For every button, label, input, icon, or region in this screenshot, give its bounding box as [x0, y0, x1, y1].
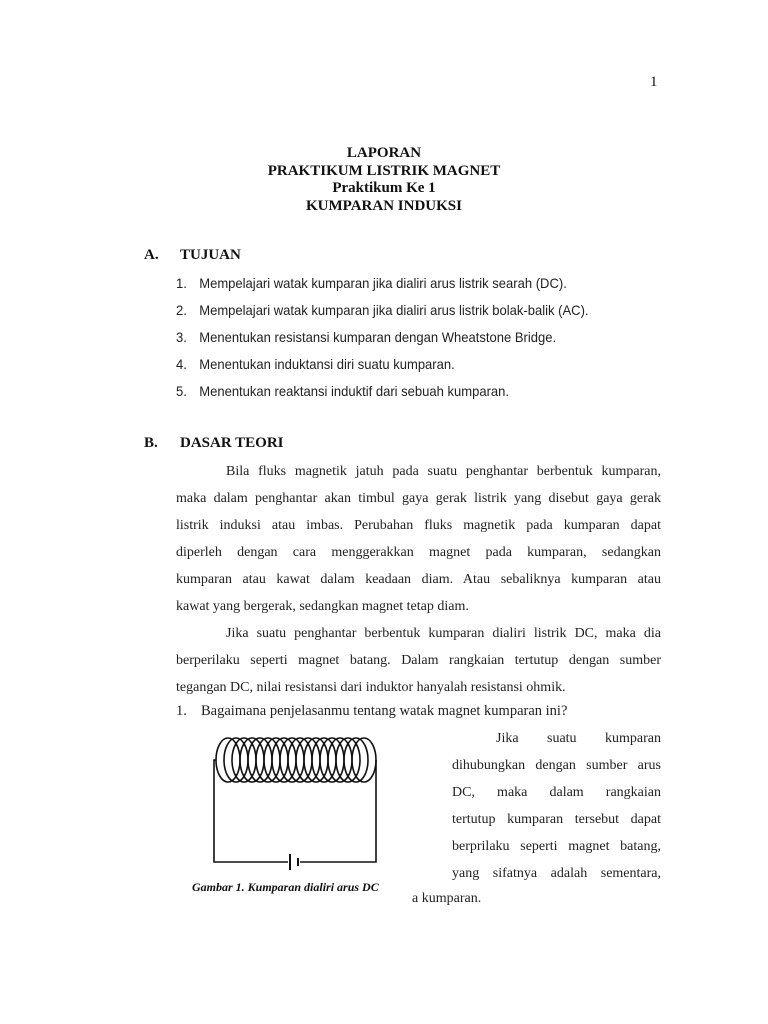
paragraph-line: tegangan DC, nilai resistansi dari induktor hanyalah resistansi ohmik. — [176, 680, 566, 695]
wrapped-line: yang sifatnya adalah sementara, — [452, 866, 661, 881]
wrapped-tail-line: a kumparan. — [412, 891, 482, 906]
wrapped-line: berprilaku seperti magnet batang, — [452, 839, 661, 854]
page-number: 1 — [650, 74, 658, 90]
section-a-title: TUJUAN — [180, 247, 241, 263]
wrapped-line: dihubungkan dengan sumber arus — [452, 758, 661, 773]
title-line-2: PRAKTIKUM LISTRIK MAGNET — [267, 162, 501, 179]
objective-text: Mempelajari watak kumparan jika dialiri arus listrik searah (DC). — [199, 275, 567, 291]
objective-item — [176, 302, 589, 318]
question-item — [176, 703, 567, 720]
section-a-letter: A. — [144, 247, 159, 263]
objective-item — [176, 383, 509, 399]
objective-number: 5. — [176, 383, 187, 399]
paragraph-line: Bila fluks magnetik jatuh pada suatu penghantar berbentuk kumparan, — [226, 464, 661, 479]
question-text: Bagaimana penjelasanmu tentang watak magnet kumparan ini? — [201, 703, 568, 719]
wrapped-text — [452, 725, 661, 887]
objective-text: Menentukan induktansi diri suatu kumparan. — [199, 356, 455, 372]
objective-number: 2. — [176, 302, 187, 318]
wrapped-line: Jika suatu kumparan — [496, 731, 661, 746]
objective-text: Menentukan reaktansi induktif dari sebuah kumparan. — [199, 383, 510, 399]
objective-number: 1. — [176, 275, 187, 291]
objective-item — [176, 275, 567, 291]
paragraph-line: maka dalam penghantar akan timbul gaya gerak listrik yang disebut gaya gerak — [176, 491, 661, 506]
section-a-heading — [144, 247, 241, 264]
section-b-letter: B. — [144, 435, 158, 451]
question-number: 1. — [176, 703, 187, 719]
report-title — [0, 145, 768, 215]
theory-paragraph-2 — [176, 620, 661, 701]
paragraph-line: diperleh dengan cara menggerakkan magnet pada kumparan, sedangkan — [176, 545, 661, 560]
wrapped-line: DC, maka dalam rangkaian — [452, 785, 661, 800]
objective-number: 4. — [176, 356, 187, 372]
paragraph-line: Jika suatu penghantar berbentuk kumparan dialiri listrik DC, maka dia — [226, 626, 661, 641]
objective-item — [176, 356, 455, 372]
objective-text: Menentukan resistansi kumparan dengan Wheatstone Bridge. — [199, 329, 557, 345]
section-b-title: DASAR TEORI — [180, 435, 284, 451]
paragraph-line: kumparan atau kawat dalam keadaan diam. Atau sebaliknya kumparan atau — [176, 572, 661, 587]
wrapped-line: tertutup kumparan tersebut dapat — [452, 812, 661, 827]
section-b-heading — [144, 435, 284, 452]
paragraph-line: berperilaku seperti magnet batang. Dalam rangkaian tertutup dengan sumber — [176, 653, 661, 668]
objective-item — [176, 329, 556, 345]
battery-symbol — [290, 854, 298, 870]
paragraph-line: listrik induksi atau imbas. Perubahan fluks magnetik pada kumparan dapat — [176, 518, 661, 533]
theory-paragraph-1 — [176, 458, 661, 620]
title-line-3: Praktikum Ke 1 — [332, 180, 436, 196]
circuit-wire — [214, 760, 376, 862]
objective-text: Mempelajari watak kumparan jika dialiri arus listrik bolak-balik (AC). — [199, 302, 589, 318]
coil-circuit-figure — [200, 732, 400, 904]
coil-winding — [216, 738, 376, 782]
figure-caption: Gambar 1. Kumparan dialiri arus DC — [192, 880, 379, 894]
title-line-1: LAPORAN — [346, 145, 422, 161]
title-line-4: KUMPARAN INDUKSI — [306, 197, 462, 214]
paragraph-line: kawat yang bergerak, sedangkan magnet tetap diam. — [176, 599, 469, 614]
objective-number: 3. — [176, 329, 187, 345]
